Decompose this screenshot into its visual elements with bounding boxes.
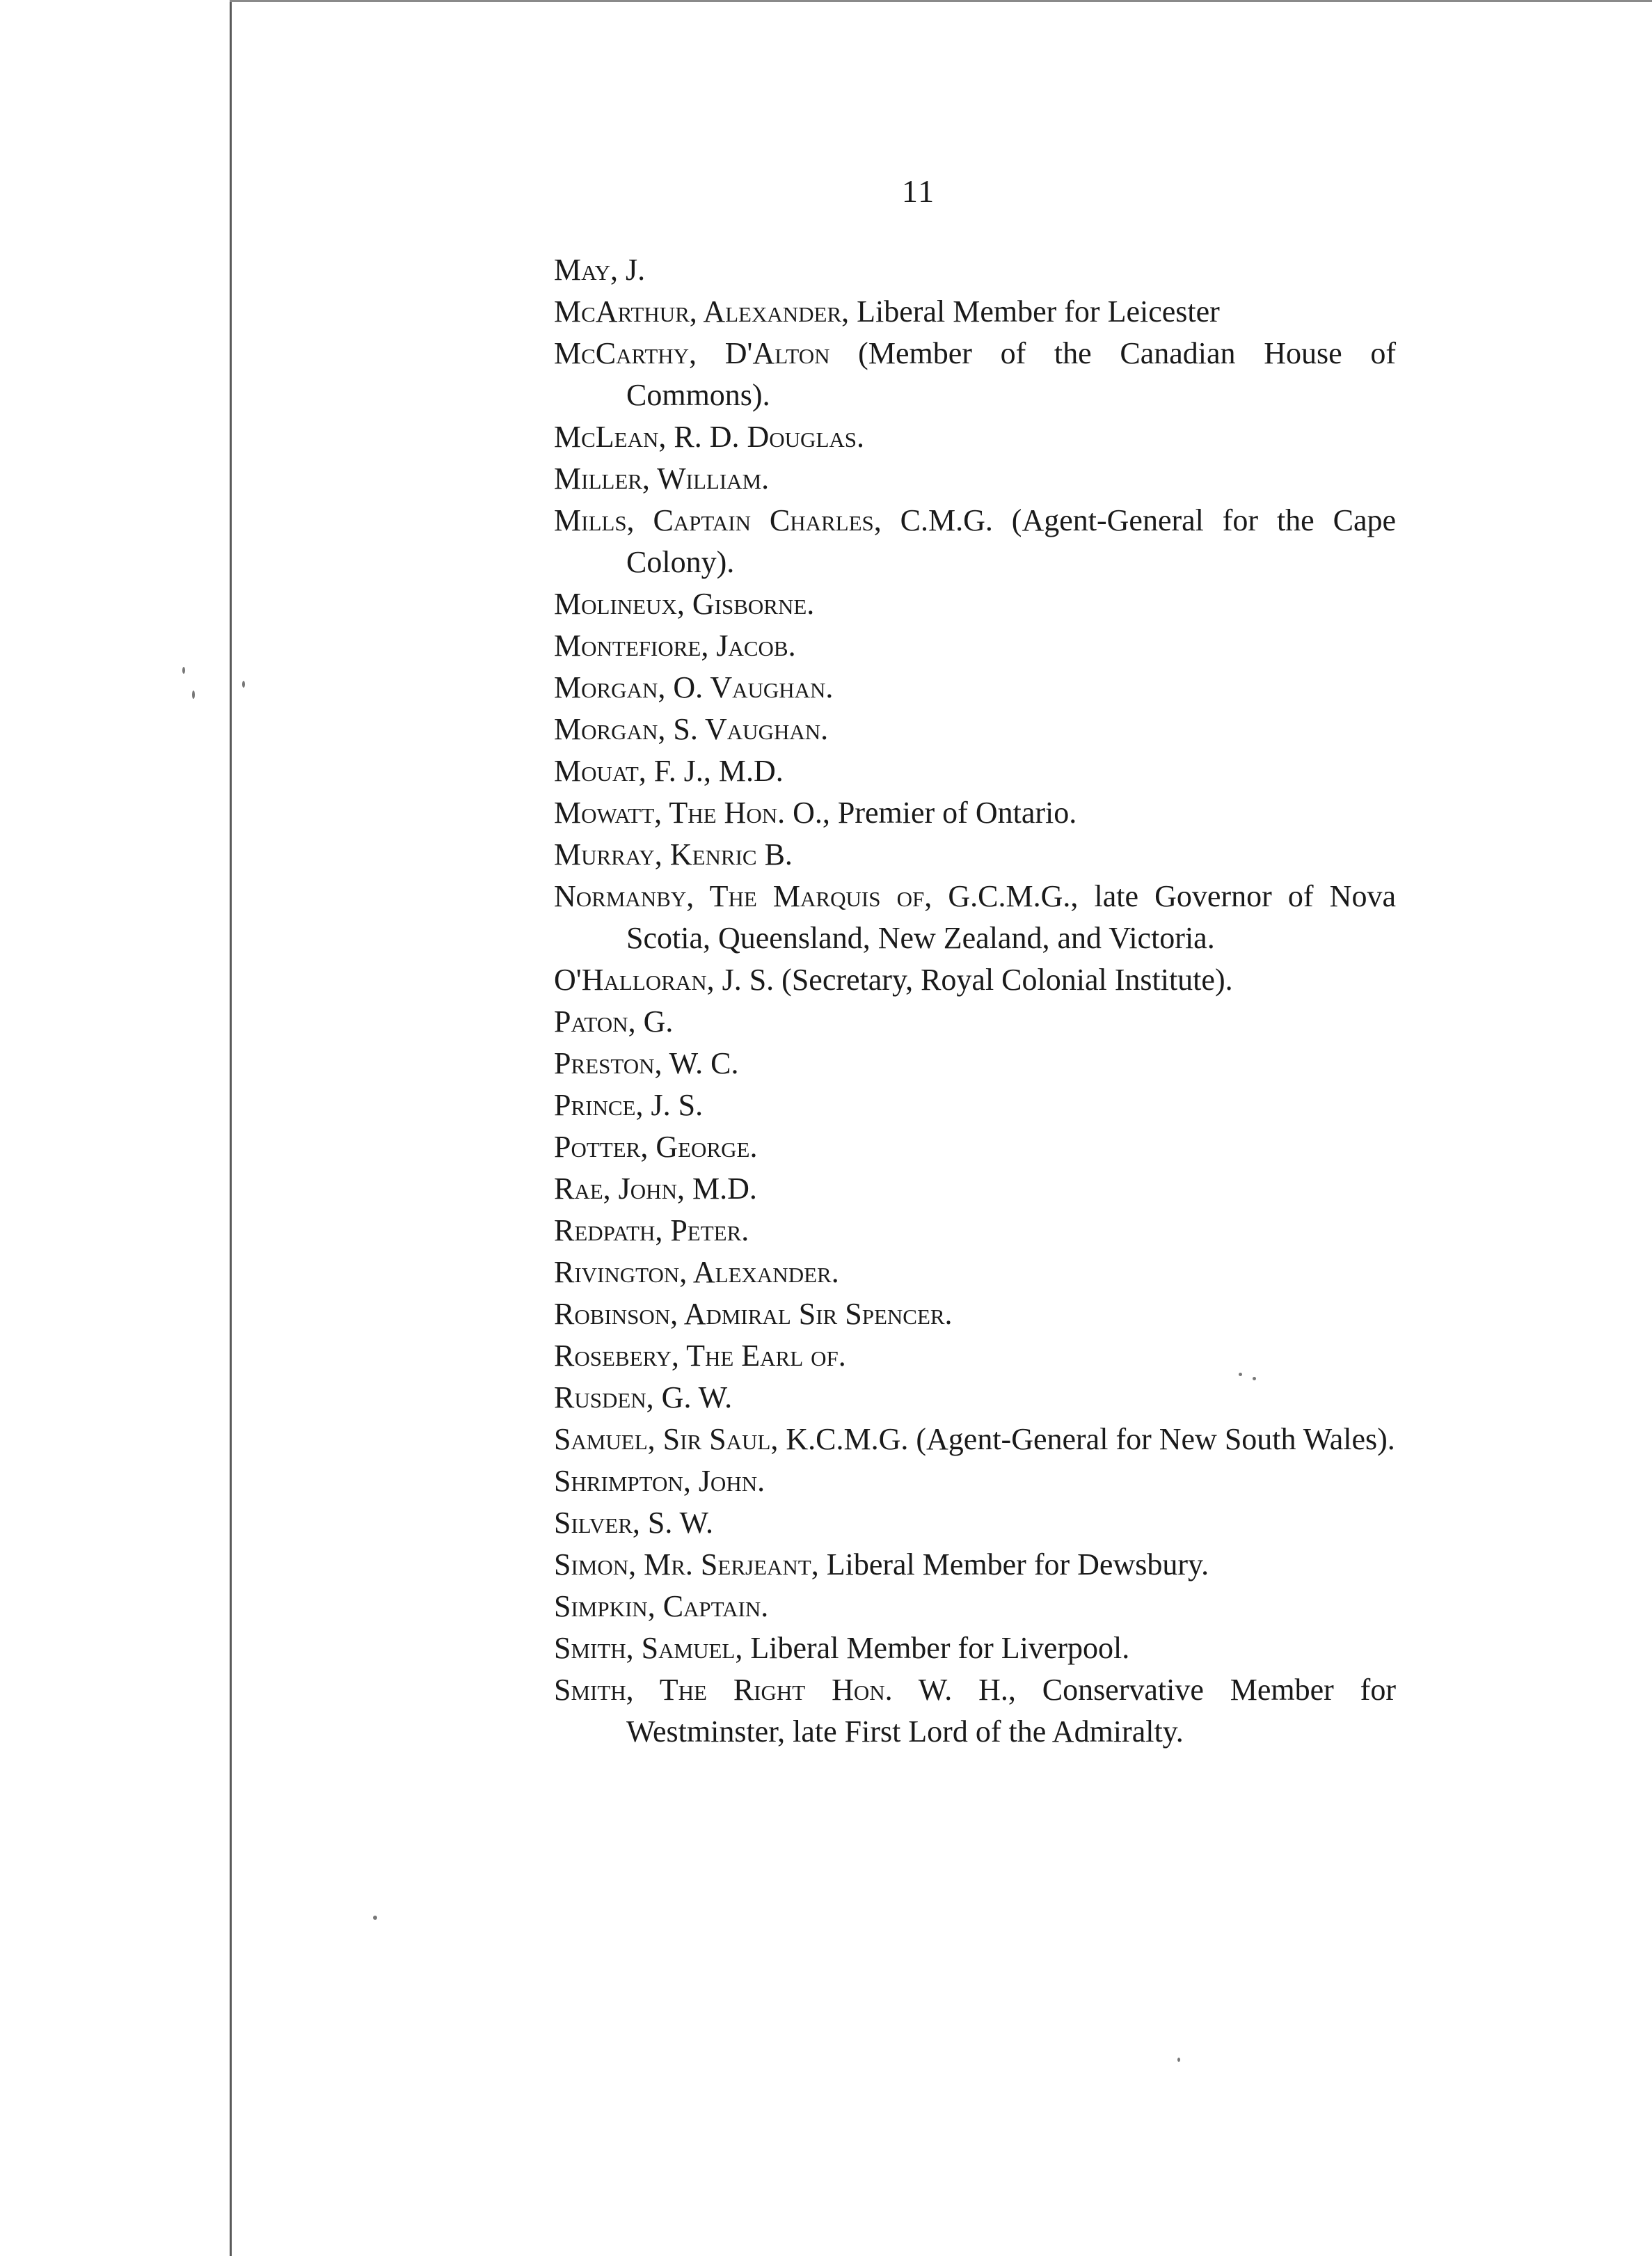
name-list (554, 249, 1396, 1753)
entry-name: Montefiore, Jacob. (554, 629, 796, 663)
list-item (554, 1043, 1396, 1084)
list-item (554, 1586, 1396, 1627)
scan-speck (1177, 2058, 1180, 2062)
entry-name: Redpath, Peter. (554, 1213, 749, 1247)
entry-name: McArthur, Alexander, (554, 294, 850, 329)
list-item (554, 709, 1396, 750)
entry-description: Liberal Member for Liverpool. (742, 1631, 1130, 1665)
entry-description: K.C.M.G. (Agent-General for New South Wales). (778, 1422, 1395, 1456)
entry-name: Rosebery, The Earl of. (554, 1339, 846, 1373)
list-item (554, 1293, 1396, 1335)
entry-name: Rivington, Alexander. (554, 1255, 839, 1289)
list-item (554, 792, 1396, 834)
entry-name: Smith, Samuel, (554, 1631, 743, 1665)
entry-name: Prince, J. S. (554, 1088, 704, 1122)
list-item (554, 249, 1396, 291)
entry-description: Conservative Member for Westminster, late First Lord of the Admiralty. (626, 1673, 1396, 1749)
entry-name: Robinson, Admiral Sir Spencer. (554, 1297, 953, 1331)
list-item (554, 1126, 1396, 1168)
entry-description: M.D. (684, 1172, 757, 1206)
list-item (554, 1627, 1396, 1669)
entry-description: Liberal Member for Leicester (849, 294, 1220, 329)
entry-description: C.M.G. (Agent-General for the Cape Colony). (626, 503, 1396, 579)
entry-description: Premier of Ontario. (829, 796, 1077, 830)
list-item (554, 291, 1396, 333)
list-item (554, 500, 1396, 583)
list-item (554, 1544, 1396, 1586)
list-item (554, 1168, 1396, 1210)
list-item (554, 834, 1396, 876)
entry-name: Smith, The Right Hon. W. H., (554, 1673, 1016, 1707)
list-item (554, 1335, 1396, 1377)
entry-name: Preston, W. C. (554, 1046, 739, 1080)
scan-speck (182, 667, 185, 674)
entry-name: Rusden, G. W. (554, 1380, 733, 1414)
list-item (554, 1252, 1396, 1293)
entry-name: Rae, John, (554, 1172, 685, 1206)
entry-name: May, J. (554, 253, 646, 287)
entry-name: Morgan, S. Vaughan. (554, 712, 829, 746)
entry-name: Mouat, F. J., (554, 754, 711, 788)
entry-name: Morgan, O. Vaughan. (554, 670, 834, 704)
entry-name: Simon, Mr. Serjeant, (554, 1547, 819, 1581)
entry-name: Miller, William. (554, 462, 770, 496)
entry-name: Normanby, The Marquis of, (554, 879, 932, 913)
entry-name: O'Halloran, J. S. (554, 963, 775, 997)
page-edge-left (230, 0, 232, 2256)
list-item (554, 416, 1396, 458)
list-item (554, 959, 1396, 1001)
entry-description: Liberal Member for Dewsbury. (818, 1547, 1209, 1581)
entry-name: Mowatt, The Hon. O., (554, 796, 830, 830)
list-item (554, 876, 1396, 959)
list-item (554, 583, 1396, 625)
entry-description: (Secretary, Royal Colonial Institute). (774, 963, 1233, 997)
entry-name: Molineux, Gisborne. (554, 587, 815, 621)
entry-name: McLean, R. D. Douglas. (554, 420, 865, 454)
list-item (554, 667, 1396, 709)
entry-name: Samuel, Sir Saul, (554, 1422, 779, 1456)
entry-name: McCarthy, D'Alton (554, 336, 830, 370)
entry-description: G.C.M.G., late Governor of Nova Scotia, Queensland, New Zealand, and Victoria. (626, 879, 1396, 955)
list-item (554, 1084, 1396, 1126)
list-item (554, 750, 1396, 792)
entry-name: Shrimpton, John. (554, 1464, 765, 1498)
page-edge-top (230, 0, 1652, 2)
entry-name: Potter, George. (554, 1130, 758, 1164)
entry-name: Silver, S. W. (554, 1506, 714, 1540)
list-item (554, 458, 1396, 500)
entry-name: Murray, Kenric B. (554, 837, 793, 871)
scan-speck (192, 691, 195, 699)
list-item (554, 1419, 1396, 1460)
entry-description: (Member of the Canadian House of Commons). (626, 336, 1397, 412)
entry-name: Paton, G. (554, 1004, 674, 1039)
page-number: 11 (901, 173, 936, 209)
list-item (554, 333, 1396, 416)
list-item (554, 1669, 1396, 1753)
entry-description: M.D. (710, 754, 784, 788)
entry-name: Mills, Captain Charles, (554, 503, 882, 537)
list-item (554, 1377, 1396, 1419)
list-item (554, 1210, 1396, 1252)
list-item (554, 625, 1396, 667)
scan-speck (242, 681, 245, 688)
entry-name: Simpkin, Captain. (554, 1589, 769, 1623)
list-item (554, 1502, 1396, 1544)
scan-speck (373, 1916, 377, 1920)
list-item (554, 1001, 1396, 1043)
list-item (554, 1460, 1396, 1502)
